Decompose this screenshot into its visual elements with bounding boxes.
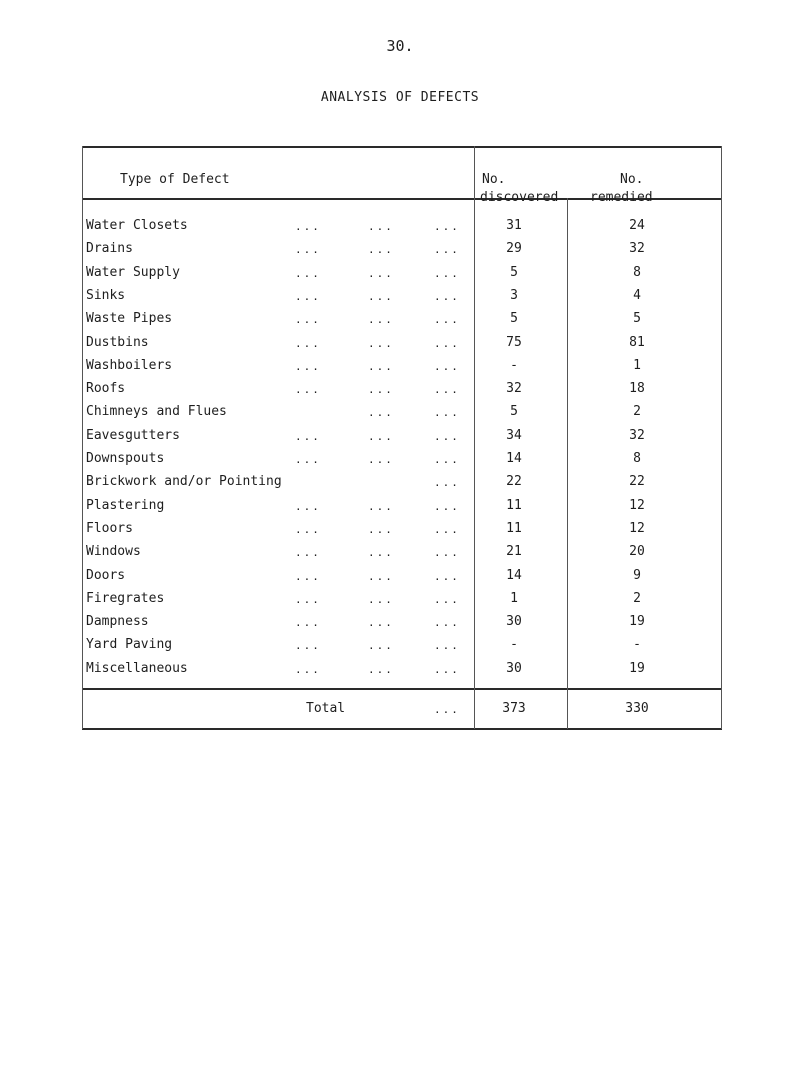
table-row — [82, 241, 722, 265]
leader-dots: ... — [434, 453, 460, 466]
leader-dots: ... — [434, 243, 460, 257]
total-row — [82, 701, 722, 725]
leader-dots: ... — [368, 546, 394, 560]
defect-type: Windows — [86, 544, 141, 560]
discovered-count: 75 — [506, 334, 522, 350]
table-row — [82, 544, 722, 568]
leader-dots: ... — [434, 336, 460, 350]
total-label: Total — [306, 701, 346, 716]
leader-dots: ... — [434, 476, 460, 490]
leader-dots: ... — [368, 592, 394, 606]
leader-dots: ... — [368, 243, 394, 257]
remedied-count: 32 — [629, 241, 645, 257]
total-remedied: 330 — [625, 701, 649, 716]
remedied-count: 19 — [629, 614, 645, 630]
leader-dots: ... — [368, 289, 394, 303]
defect-type: Water Supply — [86, 264, 180, 280]
leader-dots: ... — [434, 569, 460, 583]
table-row — [82, 661, 722, 685]
leader-dots: ... — [434, 662, 460, 676]
leader-dots: ... — [434, 429, 460, 443]
header-remedied-line2: remedied — [590, 190, 653, 205]
defect-type: Water Closets — [86, 218, 188, 233]
remedied-count: 32 — [629, 427, 645, 443]
defect-type: Plastering — [86, 497, 165, 513]
leader-dots: ... — [295, 592, 321, 606]
discovered-count: 30 — [506, 614, 522, 630]
leader-dots: ... — [434, 616, 460, 630]
remedied-count: 9 — [633, 567, 641, 583]
remedied-count: 81 — [629, 334, 645, 350]
discovered-count: 1 — [510, 590, 518, 606]
leader-dots: ... — [295, 383, 321, 397]
discovered-count: 3 — [510, 287, 518, 303]
remedied-count: 20 — [629, 544, 645, 560]
remedied-count: 12 — [629, 520, 645, 536]
leader-dots: ... — [295, 499, 321, 513]
remedied-count: 2 — [633, 404, 641, 420]
leader-dots: ... — [295, 429, 321, 443]
leader-dots: ... — [368, 616, 394, 630]
leader-dots: ... — [295, 359, 321, 373]
leader-dots: ... — [434, 522, 460, 536]
discovered-count: 5 — [510, 264, 518, 280]
defect-type: Firegrates — [86, 590, 165, 606]
table-row — [82, 404, 722, 428]
defect-type: Eavesgutters — [86, 427, 180, 443]
table-row — [82, 311, 722, 335]
leader-dots: ... — [295, 616, 321, 630]
discovered-count: 11 — [506, 520, 522, 536]
discovered-count: 34 — [506, 427, 522, 443]
total-discovered: 373 — [502, 701, 526, 716]
total-dots: ... — [434, 703, 460, 716]
table-row — [82, 265, 722, 289]
leader-dots: ... — [434, 639, 460, 653]
leader-dots: ... — [434, 499, 460, 513]
leader-dots: ... — [368, 359, 394, 373]
discovered-count: 11 — [506, 497, 522, 513]
table-row — [82, 474, 722, 498]
discovered-count: 32 — [506, 381, 522, 397]
discovered-count: 5 — [510, 311, 518, 327]
defect-type: Yard Paving — [86, 637, 173, 653]
remedied-count: - — [633, 637, 641, 653]
page-title: ANALYSIS OF DEFECTS — [320, 90, 480, 105]
defect-type: Washboilers — [86, 357, 173, 373]
leader-dots: ... — [368, 383, 394, 397]
remedied-count: 4 — [633, 287, 641, 303]
defect-type: Downspouts — [86, 451, 165, 466]
discovered-count: 22 — [506, 474, 522, 490]
table-row — [82, 591, 722, 615]
leader-dots: ... — [368, 266, 394, 280]
leader-dots: ... — [368, 639, 394, 653]
leader-dots: ... — [295, 639, 321, 653]
total-top-rule — [82, 688, 722, 690]
leader-dots: ... — [368, 313, 394, 327]
table-row — [82, 637, 722, 661]
defect-type: Brickwork and/or Pointing — [86, 474, 282, 490]
leader-dots: ... — [368, 499, 394, 513]
leader-dots: ... — [434, 383, 460, 397]
table-top-rule — [82, 146, 722, 148]
leader-dots: ... — [295, 662, 321, 676]
leader-dots: ... — [368, 453, 394, 466]
defect-type: Floors — [86, 520, 133, 536]
leader-dots: ... — [295, 569, 321, 583]
remedied-count: 8 — [633, 264, 641, 280]
table-row — [82, 451, 722, 475]
leader-dots: ... — [434, 220, 460, 233]
leader-dots: ... — [295, 220, 321, 233]
defect-type: Chimneys and Flues — [86, 404, 227, 420]
discovered-count: - — [510, 637, 518, 653]
discovered-count: 30 — [506, 660, 522, 676]
discovered-count: 5 — [510, 404, 518, 420]
leader-dots: ... — [434, 546, 460, 560]
remedied-count: 2 — [633, 590, 641, 606]
header-discovered-line2: discovered — [480, 190, 559, 205]
leader-dots: ... — [295, 266, 321, 280]
table-row — [82, 568, 722, 592]
leader-dots: ... — [295, 289, 321, 303]
table-row — [82, 335, 722, 359]
defect-type: Roofs — [86, 381, 126, 397]
page-number: 30. — [386, 37, 414, 55]
leader-dots: ... — [368, 406, 394, 420]
discovered-count: 21 — [506, 544, 522, 560]
remedied-count: 22 — [629, 474, 645, 490]
table-row — [82, 521, 722, 545]
leader-dots: ... — [295, 453, 321, 466]
leader-dots: ... — [368, 429, 394, 443]
discovered-count: 29 — [506, 241, 522, 257]
leader-dots: ... — [368, 220, 394, 233]
leader-dots: ... — [434, 406, 460, 420]
header-discovered-line1: No. — [482, 172, 506, 187]
remedied-count: 12 — [629, 497, 645, 513]
leader-dots: ... — [434, 592, 460, 606]
table-row — [82, 381, 722, 405]
remedied-count: 5 — [633, 311, 641, 327]
discovered-count: 14 — [506, 451, 522, 466]
defect-type: Dustbins — [86, 334, 149, 350]
remedied-count: 8 — [633, 451, 641, 466]
remedied-count: 1 — [633, 357, 641, 373]
leader-dots: ... — [368, 569, 394, 583]
table-row — [82, 614, 722, 638]
leader-dots: ... — [295, 336, 321, 350]
defect-type: Miscellaneous — [86, 660, 188, 676]
leader-dots: ... — [434, 289, 460, 303]
leader-dots: ... — [368, 662, 394, 676]
table-row — [82, 428, 722, 452]
leader-dots: ... — [434, 359, 460, 373]
leader-dots: ... — [368, 336, 394, 350]
defect-type: Waste Pipes — [86, 311, 173, 327]
discovered-count: 14 — [506, 567, 522, 583]
leader-dots: ... — [295, 546, 321, 560]
table-row — [82, 498, 722, 522]
remedied-count: 18 — [629, 381, 645, 397]
table-bottom-rule — [82, 728, 722, 730]
leader-dots: ... — [434, 266, 460, 280]
discovered-count: 31 — [506, 218, 522, 233]
defects-table — [82, 146, 722, 730]
remedied-count: 19 — [629, 660, 645, 676]
header-remedied-line1: No. — [620, 172, 644, 187]
table-row — [82, 218, 722, 242]
leader-dots: ... — [295, 243, 321, 257]
table-row — [82, 358, 722, 382]
header-type: Type of Defect — [120, 172, 230, 187]
leader-dots: ... — [434, 313, 460, 327]
leader-dots: ... — [368, 522, 394, 536]
defect-type: Drains — [86, 241, 133, 257]
defect-type: Sinks — [86, 287, 126, 303]
defect-type: Dampness — [86, 614, 149, 630]
leader-dots: ... — [295, 313, 321, 327]
defect-type: Doors — [86, 567, 126, 583]
remedied-count: 24 — [629, 218, 645, 233]
leader-dots: ... — [295, 522, 321, 536]
table-row — [82, 288, 722, 312]
discovered-count: - — [510, 357, 518, 373]
